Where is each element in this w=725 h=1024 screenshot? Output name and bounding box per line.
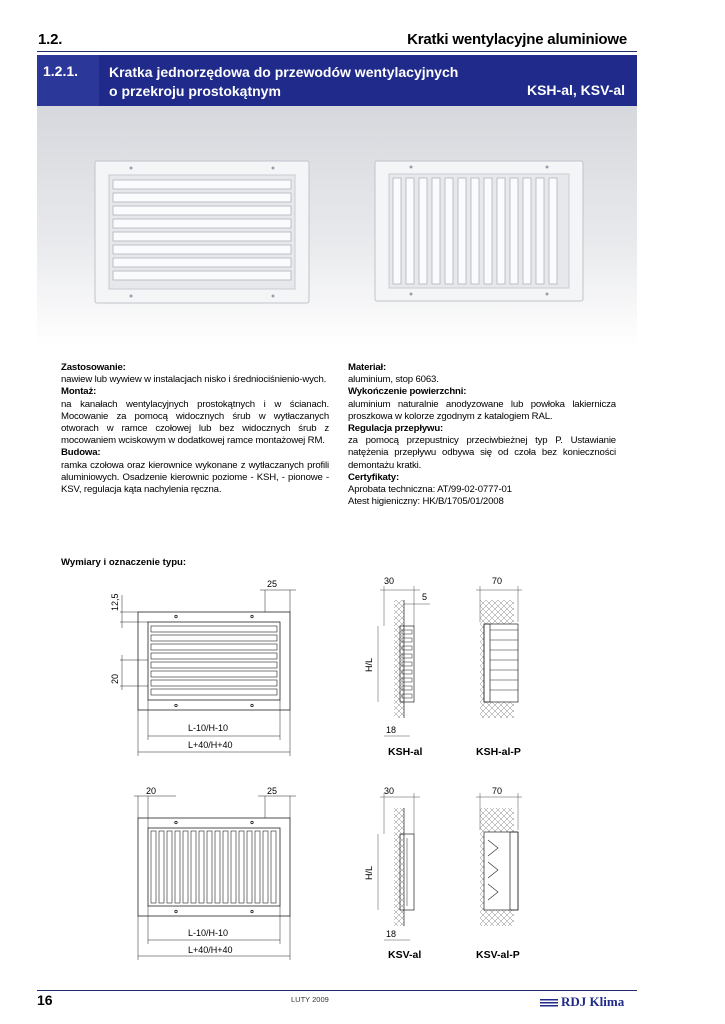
text-material: aluminium, stop 6063. <box>348 374 439 386</box>
dim-70-ksv: 70 <box>492 786 503 796</box>
ksv-p-side-drawing <box>476 793 522 926</box>
brand-logo <box>540 994 624 1010</box>
label-ksh-al-p: KSH-al-P <box>476 746 521 758</box>
product-codes: KSH-al, KSV-al <box>526 82 625 98</box>
heading-material: Materiał: <box>348 362 387 373</box>
text-regulacja: za pomocą przepustnicy przeciwbieżnej typ P. Ustawianie natężenia przepływu odbywa się od czoła bez konieczności demontażu kratki. <box>348 435 616 471</box>
heading-montaz: Montaż: <box>61 386 97 398</box>
heading-certyfikaty: Certyfikaty: <box>348 471 399 483</box>
dim-18-ksh: 18 <box>386 725 397 735</box>
dimensions-heading: Wymiary i oznaczenie typu: <box>61 557 187 568</box>
dim-inner-ksh: L-10/H-10 <box>188 723 229 733</box>
section-number: 1.2. <box>38 31 63 48</box>
dim-5-ksh: 5 <box>422 592 428 602</box>
text-wykonczenie: aluminium naturalnie anodyzowane lub powłoka lakiernicza proszkowa w kolorze zgodnym z katalogiem RAL. <box>348 398 616 422</box>
text-atest: Atest higieniczny: HK/B/1705/01/2008 <box>348 496 504 508</box>
dim-25-ksv: 25 <box>267 786 278 796</box>
dim-outer-ksv: L+40/H+40 <box>188 945 233 955</box>
dim-30-ksv: 30 <box>384 786 395 796</box>
logo-stripes-icon <box>540 999 558 1007</box>
dim-18-ksv: 18 <box>386 929 397 939</box>
text-aprobata: Aprobata techniczna: AT/99-02-0777-01 <box>348 484 512 496</box>
footer-date: LUTY 2009 <box>291 995 329 1004</box>
ksv-side-drawing <box>378 793 420 940</box>
label-ksv-al-p: KSV-al-P <box>476 949 520 961</box>
text-zastosowanie: nawiew lub wywiew w instalacjach nisko i średniociśnienio-wych. <box>61 374 327 386</box>
footer-rule <box>37 990 637 991</box>
dim-20-ksh: 20 <box>110 673 120 684</box>
heading-budowa: Budowa: <box>61 447 101 459</box>
subsection-number: 1.2.1. <box>43 63 79 79</box>
dim-outer-ksh: L+40/H+40 <box>188 740 233 750</box>
section-title: Kratki wentylacyjne aluminiowe <box>407 31 627 48</box>
dim-25-ksh: 25 <box>267 579 278 589</box>
label-ksh-al: KSH-al <box>388 746 423 758</box>
dim-70-ksh: 70 <box>492 576 503 586</box>
ksh-p-side-drawing <box>476 586 522 718</box>
heading-regulacja: Regulacja przepływu: <box>348 423 444 435</box>
dim-hl-ksv: H/L <box>364 865 374 880</box>
dim-20-ksv: 20 <box>146 786 157 796</box>
ksh-side-drawing <box>378 586 430 736</box>
dim-inner-ksv: L-10/H-10 <box>188 928 229 938</box>
heading-wykonczenie: Wykończenie powierzchni: <box>348 386 467 398</box>
dim-hl-ksh: H/L <box>364 657 374 672</box>
subsection-title: Kratka jednorzędowa do przewodów wentylacyjnych o przekroju prostokątnym <box>109 64 459 99</box>
page-number: 16 <box>37 992 53 1008</box>
logo-text: RDJ Klima <box>561 994 625 1009</box>
text-budowa: ramka czołowa oraz kierownice wykonane z wytłaczanych profili aluminiowych. Osadzenie kierownic poziome - KSH, - pionowe - KSV, regulacja kąta nachylenia ręczna. <box>61 459 329 496</box>
label-ksv-al: KSV-al <box>388 949 422 961</box>
heading-zastosowanie: Zastosowanie: <box>61 362 126 373</box>
dim-30-ksh: 30 <box>384 576 395 586</box>
dim-12-5: 12,5 <box>110 593 120 611</box>
text-montaz: na kanałach wentylacyjnych prostokątnych i w ścianach. Mocowanie za pomocą widocznych śrub w wytłaczanych otworach w ramce czołowej lub bez widocznych śrub z mocowaniem wciskowym w dodatkowej ramce montażowej RM. <box>61 398 329 447</box>
